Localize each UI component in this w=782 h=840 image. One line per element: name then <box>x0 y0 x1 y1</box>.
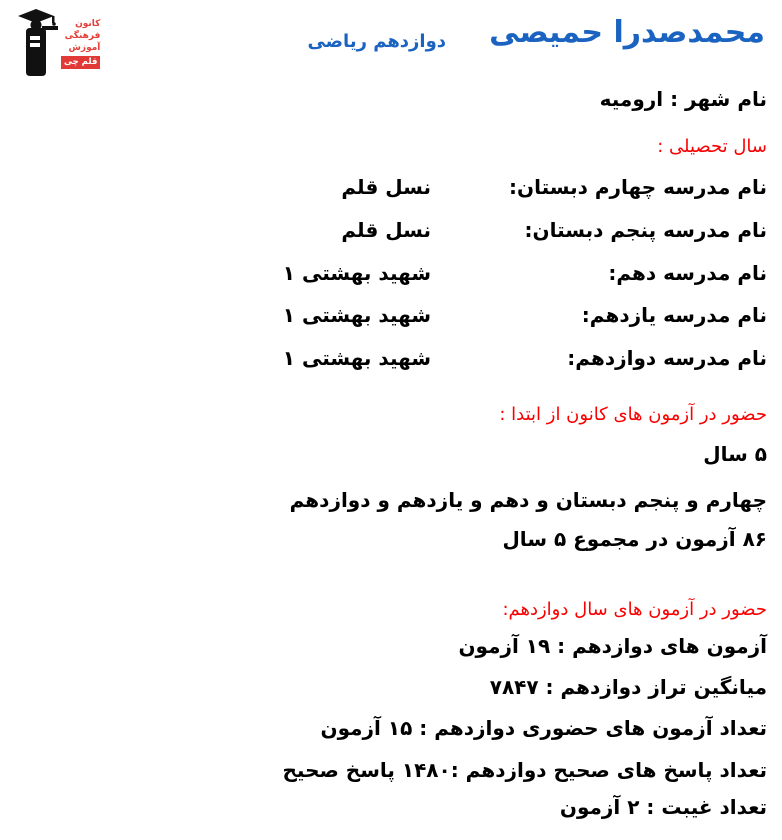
school-value: نسل قلم <box>341 175 431 199</box>
school-label: نام مدرسه پنجم دبستان: <box>524 218 767 242</box>
history-exams-total: ۸۶ آزمون در مجموع ۵ سال <box>502 527 767 551</box>
twelfth-average-score: میانگین تراز دوازدهم : ۷۸۴۷ <box>489 675 767 699</box>
school-value: شهید بهشتی ۱ <box>282 303 431 327</box>
school-label: نام مدرسه یازدهم: <box>581 303 767 327</box>
school-row <box>0 260 782 287</box>
logo-word-kanoon: کانون <box>75 19 101 29</box>
student-name: محمدصدرا حمیصی <box>489 15 765 50</box>
kanoon-history-heading: حضور در آزمون های کانون از ابتدا : <box>499 404 767 425</box>
school-value: نسل قلم <box>341 218 431 242</box>
history-years-detail: چهارم و پنجم دبستان و دهم و یازدهم و دوازدهم <box>289 488 767 512</box>
history-years-total: ۵ سال <box>703 442 767 466</box>
twelfth-heading: حضور در آزمون های سال دوازدهم: <box>502 599 767 620</box>
school-label: نام مدرسه دهم: <box>608 261 767 285</box>
twelfth-absences: تعداد غیبت : ۲ آزمون <box>559 795 767 819</box>
logo-word-farhangi: فرهنگی <box>64 31 101 41</box>
school-value: شهید بهشتی ۱ <box>282 346 431 370</box>
city-line: نام شهر : ارومیه <box>599 87 767 111</box>
kanoon-logo <box>14 6 100 78</box>
twelfth-exams-count: آزمون های دوازدهم : ۱۹ آزمون <box>458 634 767 658</box>
twelfth-correct-answers: تعداد پاسخ های صحیح دوازدهم :۱۴۸۰ پاسخ صحیح <box>282 758 767 782</box>
school-row <box>0 217 782 244</box>
school-value: شهید بهشتی ۱ <box>282 261 431 285</box>
graduate-icon <box>14 6 58 78</box>
logo-badge-ghalamchi: قلم چی <box>61 56 100 69</box>
school-row <box>0 174 782 201</box>
school-row <box>0 345 782 372</box>
school-label: نام مدرسه دوازدهم: <box>567 346 767 370</box>
logo-text <box>61 19 100 78</box>
twelfth-in-person-exams: تعداد آزمون های حضوری دوازدهم : ۱۵ آزمون <box>320 716 767 740</box>
school-row <box>0 302 782 329</box>
grade-field: دوازدهم ریاضی <box>307 31 446 52</box>
logo-word-amoozesh: آموزش <box>68 43 101 53</box>
school-label: نام مدرسه چهارم دبستان: <box>509 175 767 199</box>
academic-year-heading: سال تحصیلی : <box>657 136 767 157</box>
